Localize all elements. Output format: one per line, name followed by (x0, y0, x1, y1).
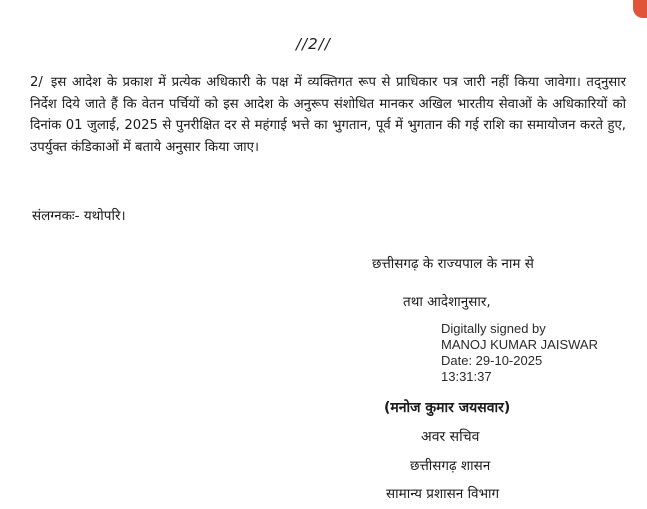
enclosure-note: संलग्नकः- यथोपरि। (32, 208, 126, 224)
order-line: तथा आदेशानुसार, (403, 294, 491, 310)
digital-signer-name: MANOJ KUMAR JAISWAR (441, 337, 598, 352)
government-name: छत्तीसगढ़ शासन (410, 458, 491, 474)
paragraph-text: इस आदेश के प्रकाश में प्रत्येक अधिकारी के पक्ष में व्यक्तिगत रूप से प्राधिकार पत्र जारी नहीं किया जावेगा। तद्नुसार निर्देश दिये जाते हैं कि वेतन पर्चियों को इस आदेश के अनुरूप संशोधित मानकर अखिल भारतीय सेवाओं के अधिकारियों को दिनांक 01 जुलाई, 2025 से पुनरीक्षित दर से महंगाई भत्ते का भुगतान, पूर्व में भुगतान की गई राशि का समायोजन करते हुए, उपर्युक्त कंडिकाओं में बताये अनुसार किया जाए। (30, 75, 626, 155)
digital-signed-by: Digitally signed by (441, 321, 546, 336)
corner-mark (633, 0, 647, 18)
digital-signature-block (441, 321, 598, 385)
page-number: //2// (296, 35, 331, 53)
order-paragraph (30, 72, 626, 158)
signatory-name: (मनोज कुमार जयसवार) (384, 400, 511, 416)
paragraph-number: 2/ (30, 75, 43, 90)
signatory-designation: अवर सचिव (421, 429, 480, 445)
department-name: सामान्य प्रशासन विभाग (386, 486, 500, 502)
digital-sign-date: Date: 29-10-2025 (441, 353, 543, 368)
authority-line: छत्तीसगढ़ के राज्यपाल के नाम से (372, 256, 534, 272)
digital-sign-time: 13:31:37 (441, 369, 492, 384)
